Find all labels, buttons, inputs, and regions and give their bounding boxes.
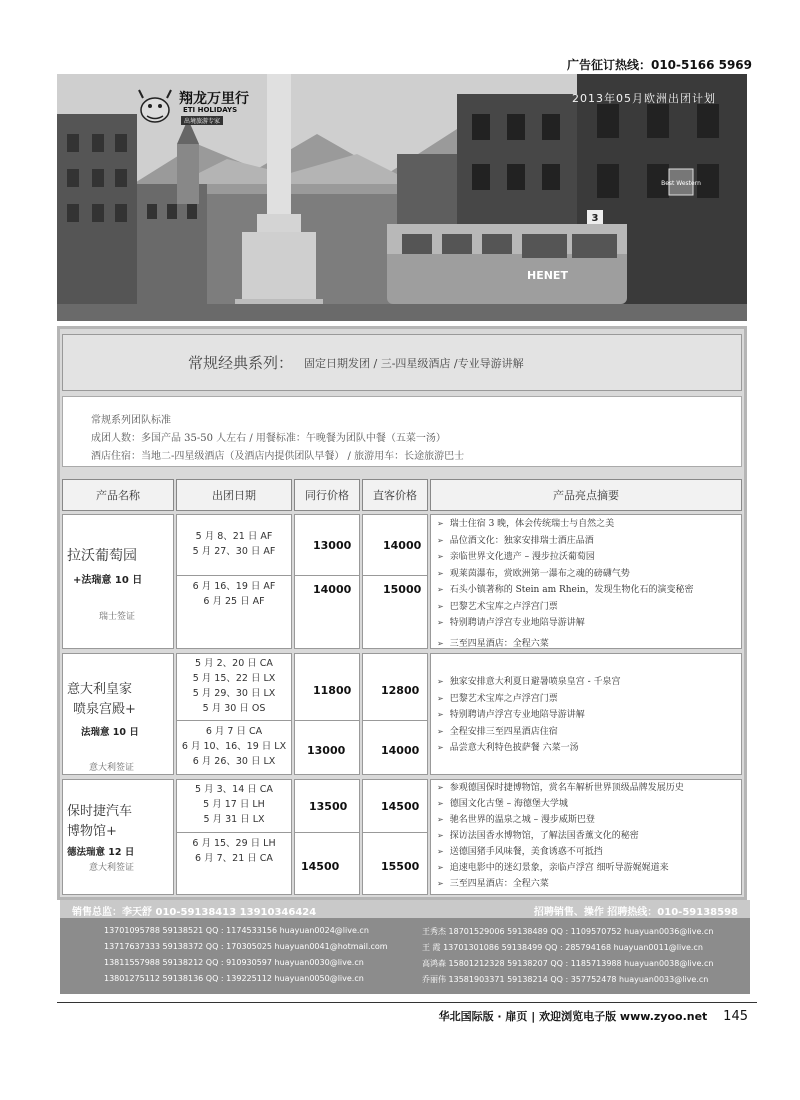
departure-date: 5 月 30 日 OS: [202, 703, 266, 714]
peer-price: 13000: [307, 744, 346, 757]
footer-divider: [57, 1002, 757, 1003]
product-name: 拉沃葡萄园: [67, 548, 137, 564]
header-peer-price: 同行价格: [294, 479, 360, 511]
section-title: 常规经典系列：: [188, 354, 294, 372]
date-cell: [176, 779, 292, 895]
departure-date: 6 月 7 日 CA: [205, 726, 263, 737]
contact-row: 王秀杰 18701529006 59138489 QQ : 1109570752 huayuan0036@live.cn: [422, 927, 714, 936]
highlight-item: ➢ 独家安排意大利夏日避暑喷泉皇宫 - 千泉宫: [437, 674, 741, 691]
dragon-mascot-icon: [135, 86, 175, 128]
date-cell: [176, 514, 292, 649]
visa-type: 意大利签证: [89, 763, 135, 773]
highlight-item: ➢ 三至四星酒店：全程六菜: [437, 636, 741, 653]
header-product-name: 产品名称: [62, 479, 174, 511]
hotel-sign: Best Western: [661, 180, 701, 187]
product-name-cell: [62, 514, 174, 649]
highlight-item: ➢ 追速电影中的迷幻景象，亲临卢浮宫 细听导游娓娓道来: [437, 860, 741, 876]
departure-date: 6 月 10、16、19 日 LX: [181, 741, 287, 752]
ad-hotline: 广告征订热线：010-5166 5969: [566, 58, 752, 72]
departure-date: 5 月 15、22 日 LX: [192, 673, 276, 684]
visa-type: 瑞士签证: [99, 612, 136, 622]
header-highlights: 产品亮点摘要: [430, 479, 742, 511]
product-duration: 德法瑞意 12 日: [67, 847, 135, 858]
recruit-hotline: 招聘销售、操作 招聘热线：010-59138598: [533, 907, 738, 918]
header-departure-date: 出团日期: [176, 479, 292, 511]
departure-date: 6 月 25 日 AF: [203, 596, 265, 607]
page-footer: [439, 1008, 748, 1024]
highlight-item: ➢ 石头小镇著称的 Stein am Rhein，发现生物化石的演变秘密: [437, 582, 741, 599]
section-subtitle: 固定日期发团 / 三-四星级酒店 /专业导游讲解: [304, 357, 524, 370]
departure-date: 6 月 7、21 日 CA: [195, 853, 273, 864]
departure-date: 5 月 8、21 日 AF: [195, 531, 273, 542]
highlight-item: ➢ 亲临世界文化遗产 – 漫步拉沃葡萄园: [437, 549, 741, 566]
departure-date: 5 月 29、30 日 LX: [192, 688, 276, 699]
standard-line-2: 酒店住宿：当地二-四星级酒店（及酒店内提供团队早餐） / 旅游用车：长途旅游巴士: [91, 451, 465, 462]
peer-price: 14000: [313, 583, 352, 596]
highlight-item: ➢ 观莱茵瀑布，赏欧洲第一瀑布之魂的磅礴气势: [437, 566, 741, 583]
departure-date: 5 月 31 日 LX: [203, 814, 265, 825]
brand-cn: 翔龙万里行: [179, 91, 249, 107]
highlight-item: ➢ 巴黎艺术宝库之卢浮宫门票: [437, 691, 741, 708]
sales-bar: [60, 900, 750, 918]
tram-number: 3: [591, 213, 599, 224]
contacts-panel: [60, 918, 750, 994]
departure-date: 6 月 16、19 日 AF: [192, 581, 276, 592]
contact-row: 13701095788 59138521 QQ : 1174533156 huayuan0024@live.cn: [104, 926, 369, 935]
highlight-item: ➢ 巴黎艺术宝库之卢浮宫门票: [437, 599, 741, 616]
hero-banner: [57, 74, 747, 321]
product-duration: +法瑞意 10 日: [73, 575, 143, 586]
footer-text: 华北国际版 · 扉页 | 欢迎浏览电子版 www.zyoo.net: [438, 1010, 708, 1023]
contact-row: 乔丽伟 13581903371 59138214 QQ : 357752478 huayuan0033@live.cn: [422, 975, 709, 984]
departure-date: 6 月 15、29 日 LH: [192, 838, 276, 849]
direct-price-cell: [362, 779, 428, 895]
product-name-cell: [62, 779, 174, 895]
page-number: 145: [723, 1009, 748, 1024]
header-direct-price: 直客价格: [362, 479, 428, 511]
direct-price: 15500: [381, 860, 420, 873]
highlights-cell: [430, 514, 742, 649]
direct-price: 14000: [381, 744, 420, 757]
direct-price-cell: [362, 653, 428, 775]
highlight-item: ➢ 瑞士住宿 3 晚，体会传统瑞士与自然之美: [437, 516, 741, 533]
product-name: 博物馆+: [67, 824, 117, 839]
peer-price-cell: [294, 779, 360, 895]
peer-price: 13500: [309, 800, 348, 813]
peer-price-cell: [294, 514, 360, 649]
peer-price: 11800: [313, 684, 352, 697]
standard-heading: 常规系列团队标准: [91, 415, 171, 426]
direct-price: 15000: [383, 583, 422, 596]
peer-price: 14500: [301, 860, 340, 873]
brand-en: ETI HOLIDAYS: [183, 106, 238, 114]
contact-row: 王 霞 13701301086 59138499 QQ : 285794168 huayuan0011@live.cn: [422, 943, 703, 952]
highlight-item: ➢ 参观德国保时捷博物馆，赏名车解析世界顶级品牌发展历史: [437, 780, 741, 796]
direct-price: 12800: [381, 684, 420, 697]
highlight-item: ➢ 品位酒文化：独家安排瑞士酒庄品酒: [437, 533, 741, 550]
plan-title: 2013年05月欧洲出团计划: [572, 92, 716, 105]
tram-sign: HENET: [527, 269, 568, 282]
highlight-item: ➢ 驰名世界的温泉之城 – 漫步威斯巴登: [437, 812, 741, 828]
product-name: 保时捷汽车: [67, 804, 133, 819]
highlight-item: ➢ 全程安排三至四星酒店住宿: [437, 724, 741, 741]
departure-date: 6 月 26、30 日 LX: [192, 756, 276, 767]
product-name: 喷泉宫殿+: [73, 702, 136, 717]
departure-date: 5 月 27、30 日 AF: [192, 546, 276, 557]
contact-row: 13801275112 59138136 QQ : 139225112 huayuan0050@live.cn: [104, 974, 364, 983]
peer-price: 13000: [313, 539, 352, 552]
direct-price-cell: [362, 514, 428, 649]
highlight-item: ➢ 特别聘请卢浮宫专业地陪导游讲解: [437, 615, 741, 632]
visa-type: 意大利签证: [89, 863, 135, 873]
highlight-item: ➢ 德国文化古堡 – 海德堡大学城: [437, 796, 741, 812]
contact-row: 高鸿森 15801212328 59138207 QQ : 1185713988 huayuan0038@live.cn: [422, 959, 714, 968]
highlight-item: ➢ 特别聘请卢浮宫专业地陪导游讲解: [437, 707, 741, 724]
team-standard-box: [62, 396, 742, 467]
highlight-item: ➢ 三至四星酒店：全程六菜: [437, 876, 741, 892]
product-duration: 法瑞意 10 日: [81, 727, 139, 738]
direct-price: 14500: [381, 800, 420, 813]
product-name-cell: [62, 653, 174, 775]
date-cell: [176, 653, 292, 775]
peer-price-cell: [294, 653, 360, 775]
highlight-item: ➢ 品尝意大利特色披萨餐 六菜一汤: [437, 740, 741, 757]
departure-date: 5 月 17 日 LH: [203, 799, 265, 810]
highlights-cell: [430, 779, 742, 895]
brand-sub: 出境旅游专家: [181, 116, 223, 125]
contact-row: 13717637333 59138372 QQ : 170305025 huayuan0041@hotmail.com: [104, 942, 388, 951]
highlights-cell: [430, 653, 742, 775]
highlight-item: ➢ 探访法国香水博物馆，了解法国香薰文化的秘密: [437, 828, 741, 844]
highlight-item: ➢ 送德国猪手风味餐，美食诱惑不可抵挡: [437, 844, 741, 860]
contact-row: 13811557988 59138212 QQ : 910930597 huayuan0030@live.cn: [104, 958, 364, 967]
direct-price: 14000: [383, 539, 422, 552]
sales-director: 销售总监：李天舒 010-59138413 13910346424: [72, 907, 317, 918]
departure-date: 5 月 3、14 日 CA: [195, 784, 273, 795]
product-name: 意大利皇家: [67, 682, 133, 697]
departure-date: 5 月 2、20 日 CA: [195, 658, 273, 669]
section-title-bar: [62, 334, 742, 391]
standard-line-1: 成团人数：多国产品 35-50 人左右 / 用餐标准：午晚餐为团队中餐（五菜一汤）: [91, 433, 446, 444]
eti-holidays-logo: [135, 86, 285, 128]
